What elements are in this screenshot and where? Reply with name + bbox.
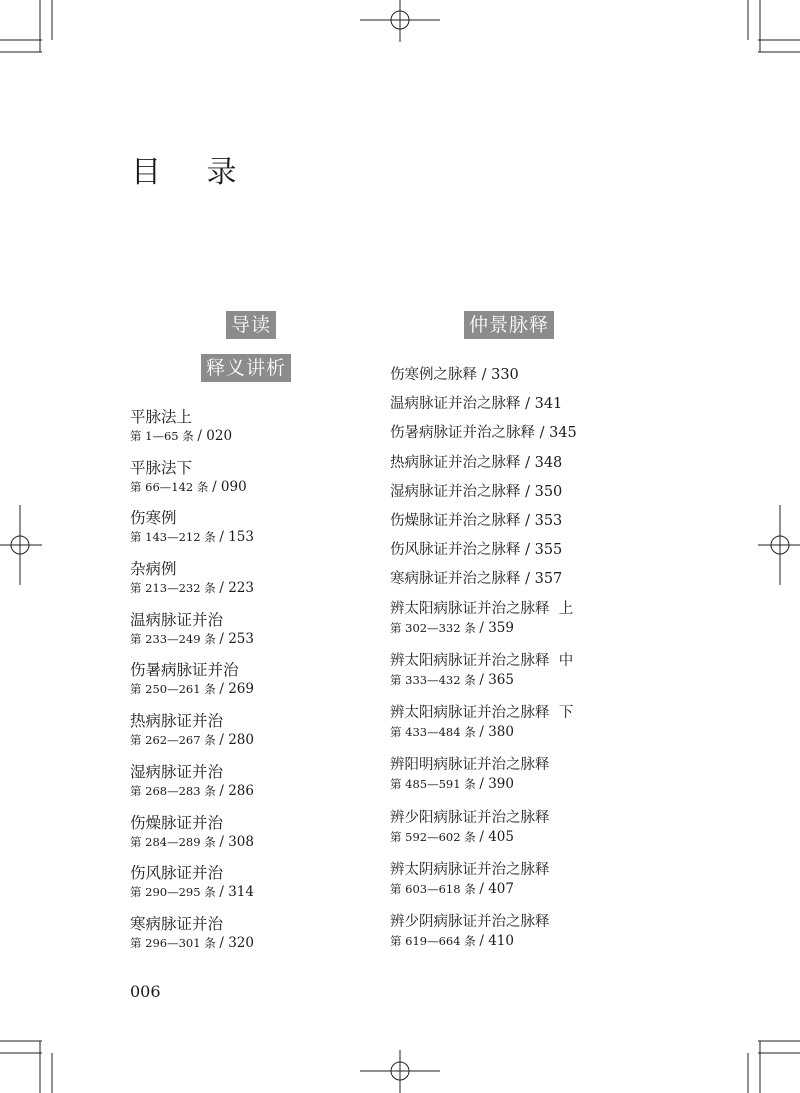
toc-entry-title: 伤风脉证并治 <box>130 864 224 883</box>
toc-entry-page: / 405 <box>479 828 514 845</box>
toc-entry-title: 辨少阴病脉证并治之脉释 <box>390 914 550 931</box>
toc-entry-page: / 314 <box>219 884 254 901</box>
left-toc-column <box>130 407 254 965</box>
toc-entry-page: / 020 <box>197 428 233 444</box>
toc-entry-range: 第 250—261 条 / 269 <box>130 681 254 698</box>
toc-entry-range: 第 268—283 条 / 286 <box>130 782 254 799</box>
toc-entry <box>390 482 577 511</box>
toc-entry <box>130 559 254 610</box>
toc-entry <box>390 860 577 912</box>
toc-entry <box>130 610 254 661</box>
toc-entry-title: 温病脉证并治 <box>130 610 224 629</box>
toc-entry-title: 伤燥脉证并治 <box>130 813 224 832</box>
toc-entry-title: 平脉法下 <box>130 458 193 477</box>
section-heading-pulse-interpretation: 仲景脉释 <box>464 311 554 339</box>
toc-entry-title: 伤寒例 <box>130 509 177 528</box>
toc-entry <box>390 365 577 394</box>
toc-entry-range: 第 619—664 条 / 410 <box>390 933 514 950</box>
toc-entry <box>130 407 254 458</box>
toc-entry-title: 伤寒例之脉释 / 330 <box>390 367 519 383</box>
toc-entry <box>130 660 254 711</box>
section-heading-explanation: 释义讲析 <box>201 354 291 382</box>
toc-entry <box>130 762 254 813</box>
toc-entry-page: / 390 <box>479 776 514 793</box>
toc-entry-title: 寒病脉证并治 <box>130 914 224 933</box>
toc-entry-range: 第 592—602 条 / 405 <box>390 828 514 845</box>
toc-entry-title: 杂病例 <box>130 560 177 579</box>
toc-entry <box>130 914 254 965</box>
toc-entry-title: 湿病脉证并治 <box>130 762 224 781</box>
toc-entry-page: / 253 <box>219 630 254 647</box>
toc-entry <box>130 711 254 762</box>
toc-entry-page: / 320 <box>219 934 254 951</box>
toc-entry-page: / 153 <box>219 529 254 546</box>
toc-entry-page: / 380 <box>479 724 514 741</box>
toc-entry-page: / 269 <box>219 681 254 698</box>
toc-entry-page: / 407 <box>479 880 514 897</box>
toc-entry-page: / 090 <box>212 478 247 495</box>
toc-entry <box>390 540 577 569</box>
toc-entry-title: 伤燥脉证并治之脉释 / 353 <box>390 512 563 529</box>
section-heading-guide: 导读 <box>226 311 276 339</box>
toc-entry-title: 辨阳明病脉证并治之脉释 <box>390 757 550 774</box>
toc-entry-range: 第 262—267 条 / 280 <box>130 732 254 749</box>
toc-entry-title: 辨太阳病脉证并治之脉释 下 <box>390 705 574 722</box>
toc-entry-range: 第 213—232 条 / 223 <box>130 580 254 597</box>
toc-entry <box>390 912 577 964</box>
toc-entry <box>390 569 577 598</box>
toc-entry-range: 第 290—295 条 / 314 <box>130 884 254 901</box>
toc-entry-range: 第 1—65 条 / 020 <box>130 428 233 444</box>
toc-entry-range: 第 603—618 条 / 407 <box>390 880 514 897</box>
toc-entry <box>130 508 254 559</box>
toc-entry-page: / 365 <box>479 671 514 688</box>
toc-entry <box>390 703 577 755</box>
toc-entry <box>390 755 577 807</box>
toc-entry-page: / 286 <box>219 782 254 799</box>
toc-entry-title: 湿病脉证并治之脉释 / 350 <box>390 483 563 500</box>
toc-entry-title: 伤暑病脉证并治之脉释 / 345 <box>390 425 577 442</box>
toc-entry <box>390 651 577 703</box>
toc-entry-title: 辨太阳病脉证并治之脉释 中 <box>390 652 574 669</box>
toc-entry-title: 辨太阳病脉证并治之脉释 上 <box>390 600 574 617</box>
toc-entry <box>390 808 577 860</box>
toc-entry-range: 第 143—212 条 / 153 <box>130 529 254 546</box>
toc-entry-title: 伤风脉证并治之脉释 / 355 <box>390 542 563 559</box>
toc-entry-range: 第 284—289 条 / 308 <box>130 833 254 850</box>
toc-entry-title: 热病脉证并治之脉释 / 348 <box>390 454 563 471</box>
toc-entry <box>390 423 577 452</box>
toc-entry-title: 热病脉证并治 <box>130 712 224 731</box>
toc-entry-range: 第 233—249 条 / 253 <box>130 630 254 647</box>
toc-entry <box>390 394 577 423</box>
right-toc-column <box>390 365 577 965</box>
toc-entry-range: 第 333—432 条 / 365 <box>390 671 514 688</box>
toc-entry-title: 辨太阴病脉证并治之脉释 <box>390 861 550 878</box>
toc-entry-range: 第 302—332 条 / 359 <box>390 619 514 636</box>
page-number: 006 <box>130 982 161 1001</box>
toc-entry-title: 辨少阳病脉证并治之脉释 <box>390 809 550 826</box>
toc-entry-page: / 308 <box>219 833 254 850</box>
toc-entry-range: 第 66—142 条 / 090 <box>130 478 247 495</box>
toc-entry-title: 温病脉证并治之脉释 / 341 <box>390 396 563 413</box>
toc-entry <box>390 511 577 540</box>
toc-entry-range: 第 433—484 条 / 380 <box>390 724 514 741</box>
toc-entry-title: 寒病脉证并治之脉释 / 357 <box>390 571 563 588</box>
toc-entry <box>130 458 254 509</box>
toc-entry-range: 第 296—301 条 / 320 <box>130 934 254 951</box>
toc-entry-page: / 410 <box>479 933 514 950</box>
toc-entry-title: 平脉法上 <box>130 408 193 426</box>
toc-entry <box>390 599 577 651</box>
toc-entry <box>130 863 254 914</box>
toc-entry-title: 伤暑病脉证并治 <box>130 661 239 680</box>
toc-entry-page: / 223 <box>219 580 254 597</box>
toc-entry-page: / 359 <box>479 619 514 636</box>
toc-entry-range: 第 485—591 条 / 390 <box>390 776 514 793</box>
toc-entry-page: / 280 <box>219 732 254 749</box>
toc-entry <box>130 813 254 864</box>
page-title: 目 录 <box>131 155 255 190</box>
toc-entry <box>390 453 577 482</box>
